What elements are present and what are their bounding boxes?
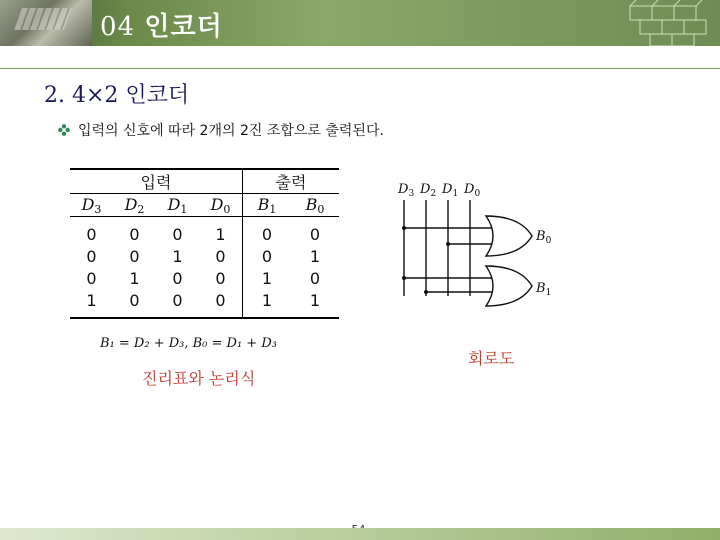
cell: 1 (243, 289, 292, 318)
cell: 0 (243, 217, 292, 246)
or-gate-b1 (486, 266, 532, 306)
cubes-decoration (610, 0, 720, 46)
input-label-d0: $D_0$ (464, 182, 481, 199)
header-bar (0, 0, 720, 46)
group-header-input: 입력 (70, 169, 243, 194)
cell: 0 (129, 224, 140, 244)
diamond-bullet-icon (58, 124, 70, 136)
footer-bar (0, 528, 720, 540)
cell: 0 (156, 289, 199, 318)
cell: 1 (243, 267, 292, 289)
cell: 0 (243, 245, 292, 267)
col-header: D0 (199, 194, 243, 217)
cell: 0 (86, 246, 97, 266)
cell: 0 (309, 224, 321, 244)
cell: 1 (172, 246, 183, 266)
group-header-output: 출력 (243, 169, 340, 194)
table-row (70, 245, 339, 267)
bullet-text: 입력의 신호에 따라 2개의 2진 조합으로 출력된다. (78, 123, 384, 139)
input-label-d3: $D_3$ (398, 182, 415, 199)
column-header-row (70, 194, 339, 217)
header-photo (0, 0, 92, 46)
truth-table (70, 168, 339, 319)
col-header: D2 (113, 194, 156, 217)
cell: 0 (129, 246, 140, 266)
section-title: 2. 4×2 인코더 (44, 83, 190, 108)
cell: 1 (215, 224, 226, 244)
page-title (100, 6, 223, 43)
output-label-b0: $B_0$ (536, 229, 552, 246)
col-header: D1 (156, 194, 199, 217)
cell: 0 (309, 268, 321, 288)
chapter-title: 인코더 (144, 12, 223, 42)
cell: 1 (291, 289, 339, 318)
cell: 0 (215, 268, 226, 288)
circuit-caption: 회로도 (468, 349, 515, 368)
col-header: B1 (243, 194, 292, 217)
cell: 0 (113, 289, 156, 318)
table-row (70, 217, 339, 246)
cell: 0 (172, 224, 183, 244)
cell: 1 (309, 246, 321, 266)
bullet-item (58, 120, 384, 140)
input-label-d2: $D_2$ (420, 182, 437, 199)
logic-equation: B₁ = D₂ + D₃, B₀ = D₁ + D₃ (100, 336, 277, 351)
cell: 0 (86, 224, 97, 244)
table-row (70, 267, 339, 289)
cell: 0 (215, 246, 226, 266)
encoder-circuit-diagram (392, 176, 562, 316)
cell: 0 (86, 268, 97, 288)
input-label-d1: $D_1$ (442, 182, 459, 199)
header-rule (0, 68, 720, 69)
col-header: D3 (70, 194, 113, 217)
cell: 0 (199, 289, 243, 318)
or-gate-b0 (486, 216, 532, 256)
output-label-b1: $B_1$ (536, 281, 552, 298)
cell: 1 (70, 289, 113, 318)
col-header: B0 (291, 194, 339, 217)
table-row (70, 289, 339, 318)
cell: 0 (172, 268, 183, 288)
cell: 1 (129, 268, 140, 288)
table-caption: 진리표와 논리식 (142, 369, 256, 388)
chapter-number: 04 (100, 12, 136, 42)
